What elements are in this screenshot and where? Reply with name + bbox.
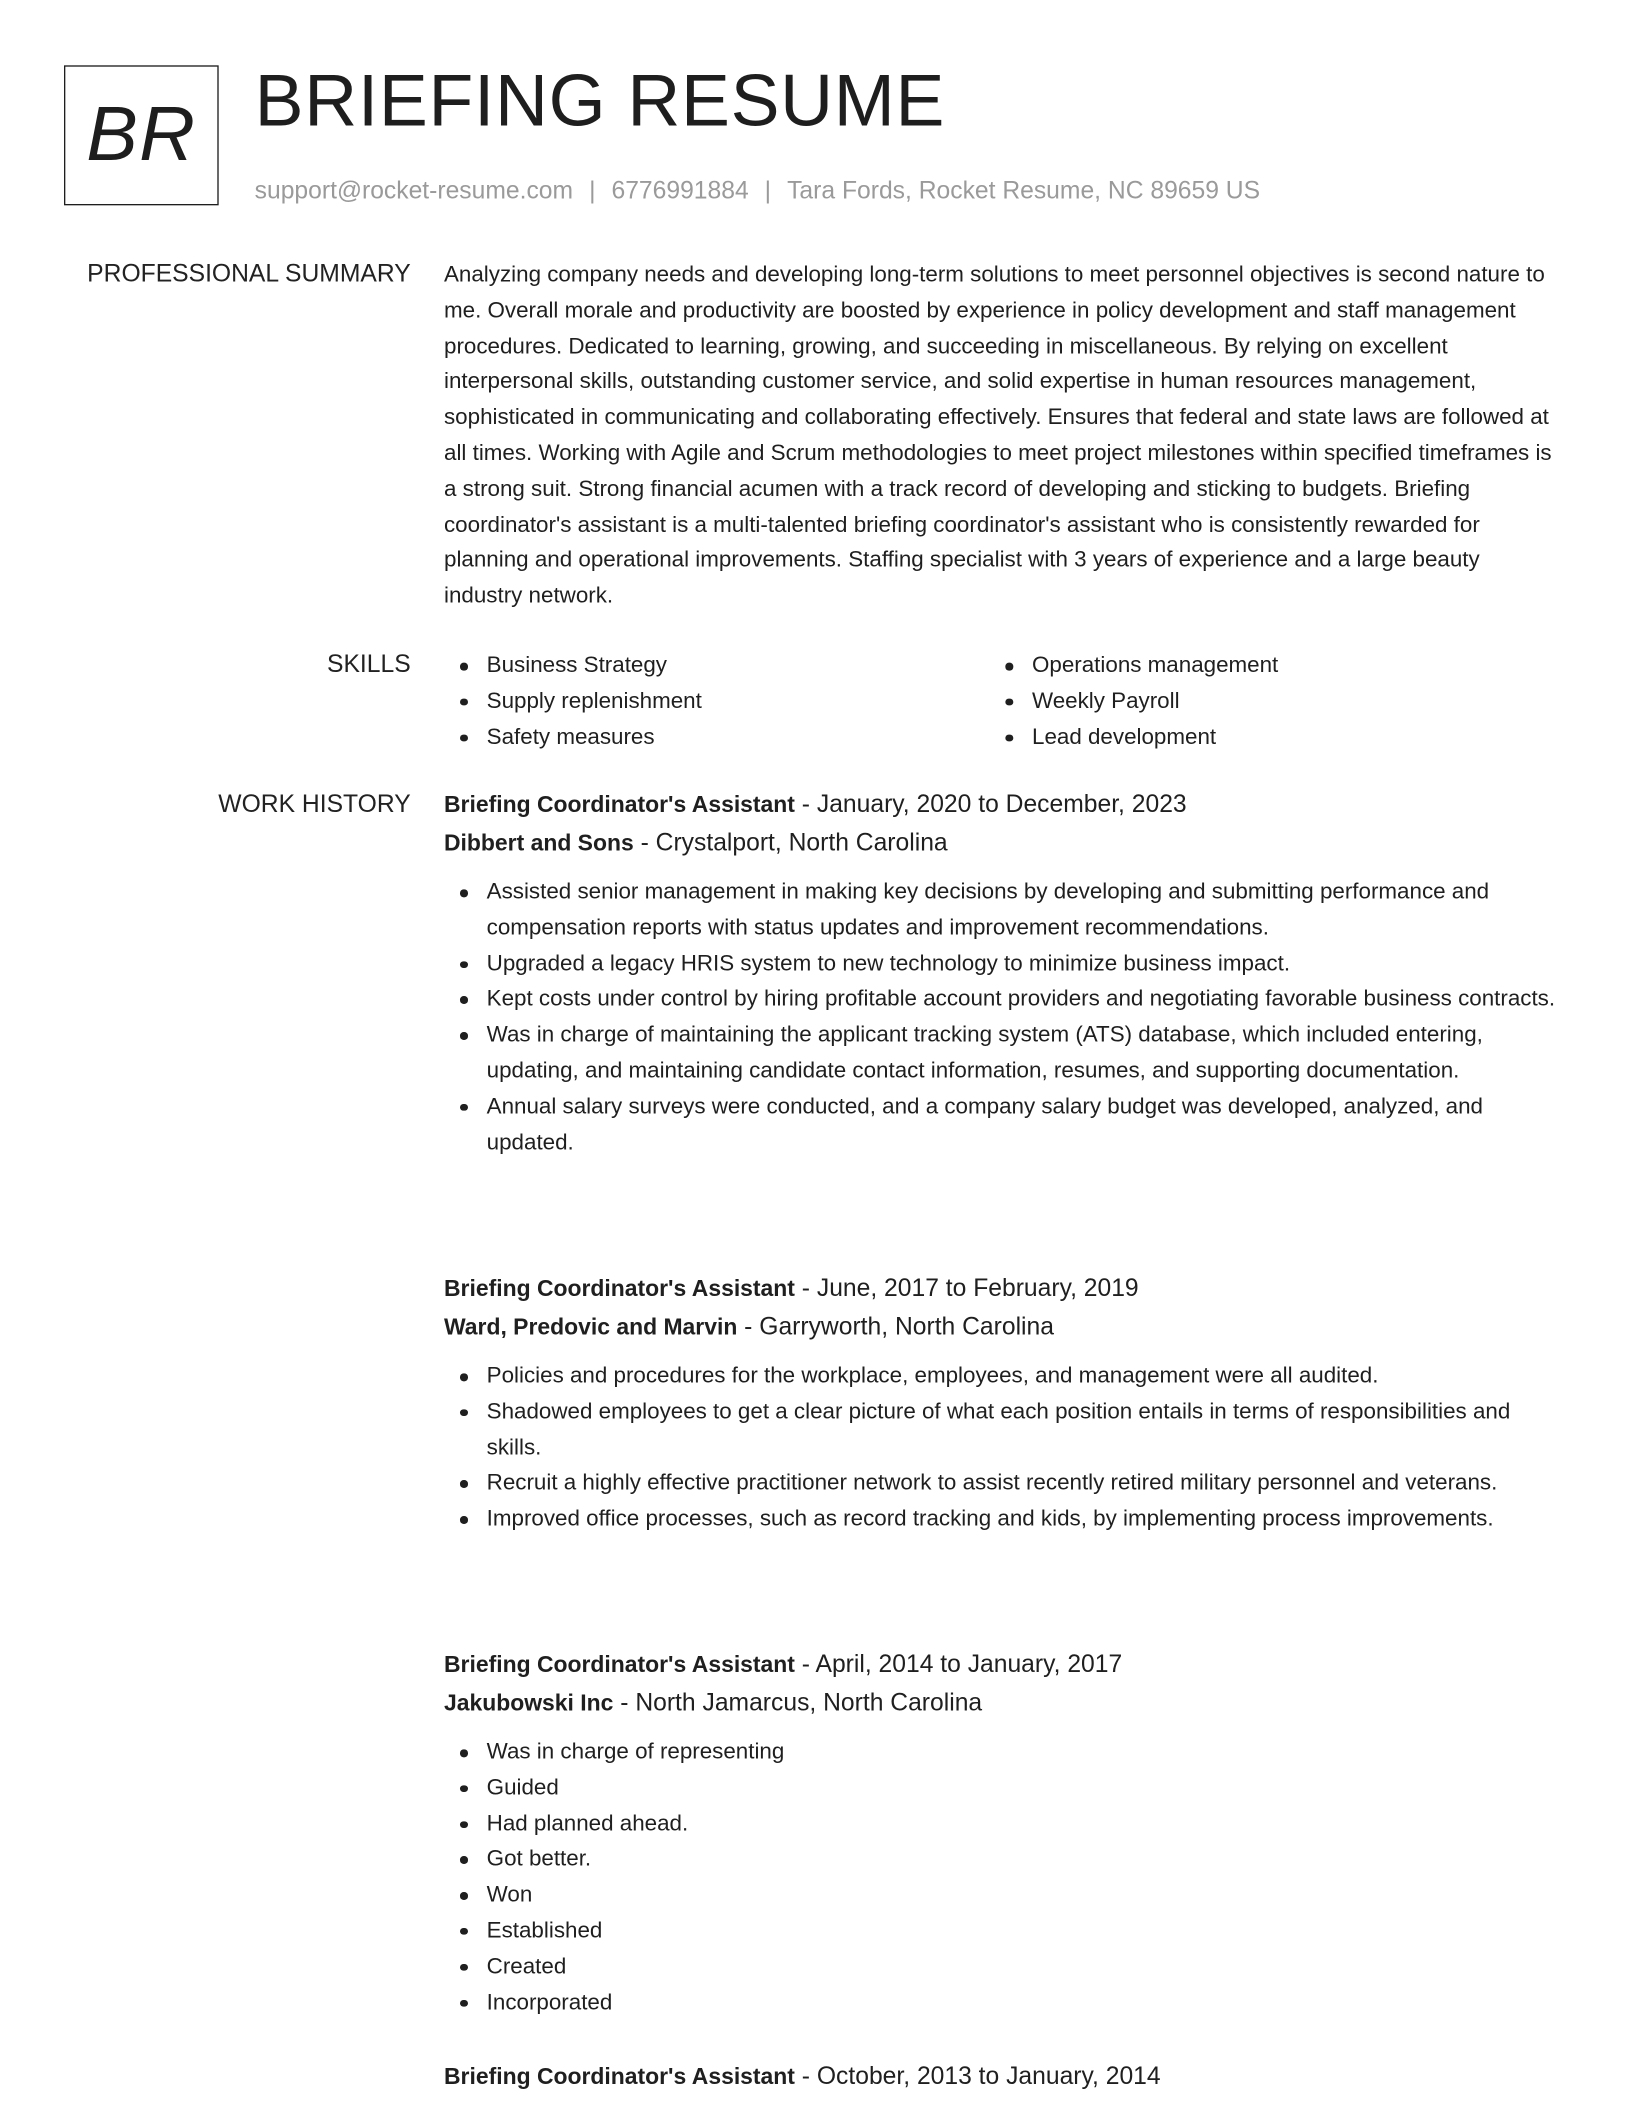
job-entry <box>444 2060 1559 2092</box>
skill-item: Safety measures <box>444 719 989 755</box>
job-title-line <box>444 2060 1559 2092</box>
contact-separator: | <box>764 175 772 204</box>
job-title: Briefing Coordinator's Assistant <box>443 790 795 818</box>
contact-address: Tara Fords, Rocket Resume, NC 89659 US <box>787 175 1261 204</box>
job-bullets <box>444 875 1559 1161</box>
job-bullet: Guided <box>444 1770 1559 1806</box>
job-bullet: Had planned ahead. <box>444 1806 1559 1842</box>
skill-item: Weekly Payroll <box>989 684 1534 720</box>
job-entry <box>444 788 1559 1160</box>
job-company-line <box>444 1311 1559 1343</box>
job-bullets <box>444 1359 1559 1538</box>
job-bullet: Policies and procedures for the workplace, employees, and management were all audited. <box>444 1359 1559 1395</box>
skill-item: Lead development <box>989 719 1534 755</box>
job-location: - North Jamarcus, North Carolina <box>613 1687 983 1716</box>
job-location: - Garryworth, North Carolina <box>737 1311 1054 1340</box>
resume-name: BRIEFING RESUME <box>254 58 946 142</box>
job-company: Ward, Predovic and Marvin <box>443 1313 738 1340</box>
job-bullet: Annual salary surveys were conducted, and a company salary budget was developed, analyzed, and updated. <box>444 1089 1559 1160</box>
job-company: Jakubowski Inc <box>443 1689 614 1716</box>
job-bullet: Kept costs under control by hiring profitable account providers and negotiating favorable business contracts. <box>444 982 1559 1018</box>
skill-item: Supply replenishment <box>444 684 989 720</box>
job-bullet: Shadowed employees to get a clear picture of what each position entails in terms of responsibilities and skills. <box>444 1394 1559 1465</box>
contact-email: support@rocket-resume.com <box>254 175 574 204</box>
job-bullet: Won <box>444 1878 1559 1914</box>
section-label-skills: SKILLS <box>326 649 411 678</box>
job-title: Briefing Coordinator's Assistant <box>443 2062 795 2090</box>
contact-line <box>255 175 1260 207</box>
skills-column-2 <box>989 648 1534 755</box>
job-bullet: Got better. <box>444 1842 1559 1878</box>
job-bullet: Incorporated <box>444 1985 1559 2021</box>
monogram-logo: BR <box>64 65 219 205</box>
job-company-line <box>444 1687 1559 1719</box>
job-title: Briefing Coordinator's Assistant <box>443 1650 795 1678</box>
job-bullet: Improved office processes, such as record tracking and kids, by implementing process improvements. <box>444 1502 1559 1538</box>
job-bullet: Recruit a highly effective practitioner network to assist recently retired military personnel and veterans. <box>444 1466 1559 1502</box>
job-title-line <box>444 1648 1559 1680</box>
job-entry <box>444 1648 1559 2020</box>
job-title-line <box>444 1272 1559 1304</box>
job-dates: - October, 2013 to January, 2014 <box>794 2061 1161 2090</box>
job-location: - Crystalport, North Carolina <box>633 827 948 856</box>
job-dates: - June, 2017 to February, 2019 <box>794 1273 1139 1302</box>
summary-body <box>444 257 1559 614</box>
job-bullet: Created <box>444 1949 1559 1985</box>
job-bullet: Upgraded a legacy HRIS system to new technology to minimize business impact. <box>444 946 1559 982</box>
job-dates: - April, 2014 to January, 2017 <box>794 1649 1123 1678</box>
job-company: Dibbert and Sons <box>443 829 634 856</box>
job-bullet: Assisted senior management in making key decisions by developing and submitting performance and compensation reports with status updates and improvement recommendations. <box>444 875 1559 946</box>
job-bullet: Was in charge of maintaining the applicant tracking system (ATS) database, which included entering, updating, and maintaining candidate contact information, resumes, and supporting documentation. <box>444 1018 1559 1089</box>
contact-separator: | <box>589 175 596 204</box>
job-bullet: Was in charge of representing <box>444 1735 1559 1771</box>
section-label-work-history: WORK HISTORY <box>218 789 411 818</box>
skills-grid <box>444 648 1559 755</box>
skill-item: Operations management <box>989 648 1534 684</box>
job-title: Briefing Coordinator's Assistant <box>443 1274 795 1302</box>
job-entry <box>444 1272 1559 1537</box>
skill-item: Business Strategy <box>444 648 989 684</box>
skills-column-1 <box>444 648 989 755</box>
job-title-line <box>444 788 1559 820</box>
summary-text: Analyzing company needs and developing long-term solutions to meet personnel objectives is second nature to me. Overall morale and productivity are boosted by experience in policy development and staff management procedures. Dedicated to learning, growing, and succeeding in miscellaneous. By relying on excellent interpersonal skills, outstanding customer service, and solid expertise in human resources management, sophisticated in communicating and collaborating effectively. Ensures that federal and state laws are followed at all times. Working with Agile and Scrum methodologies to meet project milestones within specified timeframes is a strong suit. Strong financial acumen with a track record of developing and sticking to budgets. Briefing coordinator's assistant is a multi-talented briefing coordinator's assistant who is consistently rewarded for planning and operational improvements. Staffing specialist with 3 years of experience and a large beauty industry network. <box>443 261 1552 609</box>
section-label-summary: PROFESSIONAL SUMMARY <box>87 258 411 287</box>
job-bullet: Established <box>444 1913 1559 1949</box>
job-company-line <box>444 827 1559 859</box>
job-bullets <box>444 1735 1559 2021</box>
job-dates: - January, 2020 to December, 2023 <box>794 789 1187 818</box>
contact-phone: 6776991884 <box>611 175 749 204</box>
